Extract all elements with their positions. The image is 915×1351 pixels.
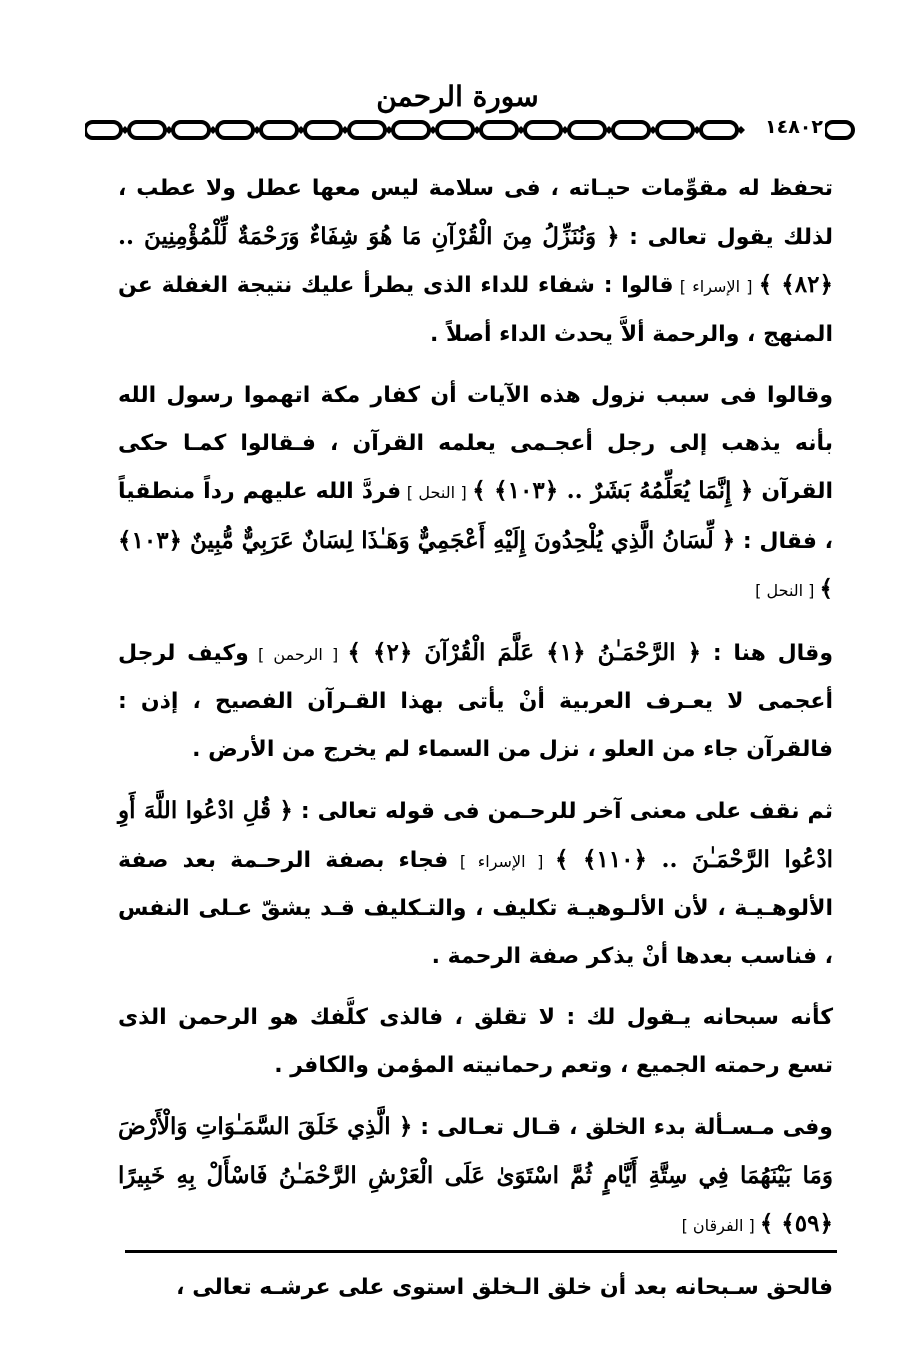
quran-verse: ﴿ الَّذِي خَلَقَ السَّمَـٰوَاتِ وَالْأَرْضَ وَمَا بَيْنَهُمَا فِي سِتَّةِ أَيَّامٍ ثُمَّ اسْتَوَىٰ عَلَى الْعَرْشِ الرَّحْمَـٰنُ فَاسْأَلْ بِهِ خَبِيرًا ﴿٥٩﴾ ﴾ [118, 1113, 833, 1237]
ornament-link [481, 122, 517, 138]
ornament-link [129, 122, 165, 138]
ornament-link [305, 122, 341, 138]
verse-reference: [ الإسراء ] [673, 277, 759, 296]
ornament-link [613, 122, 649, 138]
ornamental-border [85, 114, 855, 146]
quran-verse: ﴿ وَنُنَزِّلُ مِنَ الْقُرْآنِ مَا هُوَ شِفَاءٌ وَرَحْمَةٌ لِّلْمُؤْمِنِينَ .. ﴿٨٢﴾ ﴾ [118, 222, 833, 298]
page-number: ١٤٨٠٢ [765, 116, 823, 138]
paragraph [118, 165, 833, 358]
footer-rule [125, 1250, 837, 1253]
quran-verse: ﴿ إِنَّمَا يُعَلِّمُهُ بَشَرٌ .. ﴿١٠٣﴾ ﴾ [472, 477, 754, 504]
text-run: وفى مـسـألة بدء الخلق ، قـال تعـالى : [412, 1115, 833, 1140]
verse-reference: [ الإسراء ] [448, 851, 555, 871]
text-run: فجاء بصفة الرحـمة بعد صفة الألوهـيـة ، لأن الألـوهيـة تكليف ، والتـكليف قـد يشقّ عـلى النفس ، فناسب بعدها أنْ يذكر صفة الرحمة . [118, 847, 833, 969]
paragraph [118, 787, 833, 980]
ornament-link [437, 122, 473, 138]
ornament-link [657, 122, 693, 138]
quran-verse: ﴿ لِّسَانُ الَّذِي يُلْحِدُونَ إِلَيْهِ أَعْجَمِيٌّ وَهَـٰذَا لِسَانٌ عَرَبِيٌّ مُّبِينٌ ﴿١٠٣﴾ ﴾ [118, 526, 833, 602]
text-run: ثم نقف على معنى آخر للرحـمن فى قوله تعالى : [292, 799, 834, 824]
paragraph [118, 994, 833, 1089]
text-run: تحفظ له مقوِّمات حيـاته ، فى سلامة ليس معها عطل ولا عطب ، لذلك يقول تعالى : [118, 176, 833, 250]
paragraph [118, 1103, 833, 1250]
ornament-link [701, 122, 737, 138]
ornament-link [349, 122, 385, 138]
paragraph [118, 1264, 833, 1312]
verse-reference: [ النحل ] [755, 581, 820, 600]
quran-verse: ﴿ الرَّحْمَـٰنُ ﴿١﴾ عَلَّمَ الْقُرْآنَ ﴿٢﴾ ﴾ [347, 638, 702, 666]
ornament-link [261, 122, 297, 138]
quran-verse: ﴿ قُلِ ادْعُوا اللَّهَ أَوِ ادْعُوا الرَّحْمَـٰنَ .. ﴿١١٠﴾ ﴾ [118, 797, 833, 873]
text-run: قالوا : شفاء للداء الذى يطرأ عليك نتيجة الغفلة عن المنهج ، والرحمة ألاَّ يحدث الداء أصلاً . [118, 273, 833, 347]
paragraph [118, 629, 833, 774]
text-run: فالحق سـبحانه بعد أن خلق الـخلق استوى على عرشـه تعالى ، [176, 1274, 833, 1300]
text-run: وكيف لرجل أعجمى لا يعـرف العربية أنْ يأتى بهذا القـرآن الفصيح ، إذن : فالقرآن جاء من العلو ، نزل من السماء لم يخرج من الأرض . [118, 640, 833, 762]
ornament-link [825, 122, 853, 138]
page-header [85, 114, 855, 146]
verse-reference: [ النحل ] [401, 483, 473, 502]
surah-title: سورة الرحمن [376, 80, 539, 113]
text-run: وقال هنا : [701, 640, 834, 666]
text-run: وقالوا فى سبب نزول هذه الآيات أن كفار مكة اتهموا رسول الله بأنه يذهب إلى رجل أعجـمى يعلمه القرآن ، فـقالوا كمـا حكى القرآن [118, 383, 833, 504]
text-run: كأنه سبحانه يـقول لك : لا تقلق ، فالذى كلَّفك هو الرحمن الذى تسع رحمته الجميع ، وتعم رحمانيته المؤمن والكافر . [118, 1005, 833, 1078]
ornament-link [217, 122, 253, 138]
ornament-link [85, 122, 121, 138]
ornament-link [569, 122, 605, 138]
body-text [118, 165, 833, 1325]
ornament-link [525, 122, 561, 138]
paragraph [118, 372, 833, 615]
ornament-link [173, 122, 209, 138]
text-run: فردَّ الله عليهم رداً منطقياً ، فقال : [118, 479, 833, 554]
ornament-link [393, 122, 429, 138]
verse-reference: [ الفرقان ] [681, 1216, 760, 1235]
verse-reference: [ الرحمن ] [248, 644, 348, 664]
